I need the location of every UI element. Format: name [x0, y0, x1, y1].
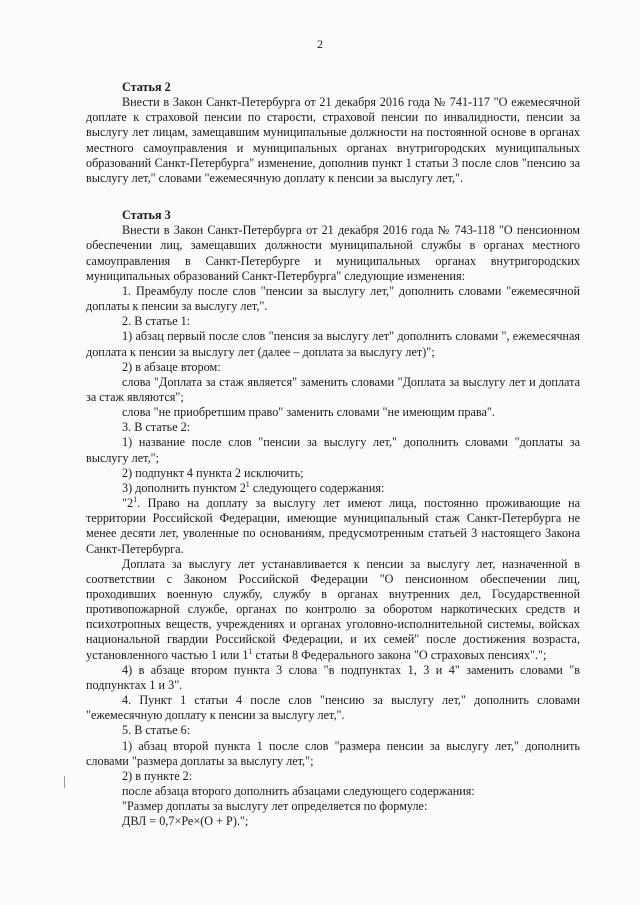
- new-point-body: . Право на доплату за выслугу лет имеют лица, постоянно проживающие на территории Российской Федерации, имеющие муниципальный стаж Санкт-Петербурга не менее десяти лет, уволенные по основаниям, предусмотренным статьей 3 настоящего Закона Санкт-Петербурга.: [86, 496, 580, 556]
- item-3: 3. В статье 2:: [122, 420, 191, 435]
- doplata-tail: статьи 8 Федерального закона "О страховых пенсиях".";: [252, 647, 547, 662]
- item-3-sub-3-tail: следующего содержания:: [249, 480, 385, 495]
- section-gap: [86, 186, 580, 208]
- formula: ДВЛ = 0,7×Ре×(О + Р).";: [122, 814, 249, 829]
- superscript: 1: [133, 495, 138, 505]
- item-2: 2. В статье 1:: [122, 314, 191, 329]
- item-1: 1. Преамбулу после слов "пенсии за выслугу лет," дополнить словами "ежемесячной доплаты к пенсии за выслугу лет,".: [86, 283, 580, 314]
- item-2-sub-2: 2) в абзаце втором:: [122, 359, 221, 374]
- superscript: 1: [248, 646, 253, 656]
- item-5: 5. В статье 6:: [122, 723, 191, 738]
- item-3-sub-1: 1) название после слов "пенсии за выслугу лет," дополнить словами "доплаты за выслугу лет,";: [86, 435, 580, 465]
- item-2-sub-2a: слова "Доплата за стаж является" заменить словами "Доплата за выслугу лет и доплата за стаж являются";: [86, 374, 580, 404]
- scan-mark: [64, 776, 65, 788]
- document-body: [86, 80, 580, 830]
- new-point-text: [86, 496, 580, 557]
- item-2-sub-2b: слова "не приобретшим право" заменить словами "не имеющим права".: [122, 405, 495, 420]
- article-2-text: Внести в Закон Санкт-Петербурга от 21 декабря 2016 года № 741-117 "О ежемесячной доплате к страховой пенсии по старости, страховой пенсии по инвалидности, пенсии за выслугу лет лицам, замещавшим муниципальные должности на постоянной основе в органах местного самоуправления и муниципальных органах внутригородских муниципальных образований Санкт-Петербурга" изменение, дополнив пункт 1 статьи 3 после слов "пенсию за выслугу лет," словами "ежемесячную доплату к пенсии за выслугу лет,".: [86, 95, 580, 185]
- item-5-sub-1: 1) абзац второй пункта 1 после слов "размера пенсии за выслугу лет," дополнить словами "размера доплаты за выслугу лет,";: [86, 738, 580, 768]
- item-2-sub-1: 1) абзац первый после слов "пенсия за выслугу лет" дополнить словами ", ежемесячная доплата к пенсии за выслугу лет (далее – доплата за выслугу лет)";: [86, 329, 580, 359]
- doplata-paragraph: [86, 557, 580, 663]
- new-point-number: "2: [122, 496, 134, 511]
- item-4: 4. Пункт 1 статьи 4 после слов "пенсию за выслугу лет," дополнить словами "ежемесячную доплату к пенсии за выслугу лет,".: [86, 693, 580, 723]
- item-3-sub-3-text: 3) дополнить пунктом 2: [122, 480, 246, 495]
- superscript: 1: [245, 479, 250, 489]
- item-5-sub-2b: "Размер доплаты за выслугу лет определяется по формуле:: [122, 799, 428, 814]
- page-number: 2: [317, 37, 323, 51]
- doplata-text: Доплата за выслугу лет устанавливается к пенсии за выслугу лет, назначенной в соответствии с Законом Российской Федерации "О пенсионном обеспечении лиц, проходивших военную службу, службу в органах внутренних дел, Государственной противопожарной службе, органах по контролю за оборотом наркотических средств и психотропных веществ, учреждениях и органах уголовно-исполнительной системы, войсках национальной гвардии Российской Федерации, и их семей" после достижения возраста, установленного частью 1 или 1: [86, 556, 580, 662]
- item-3-sub-4: 4) в абзаце втором пункта 3 слова "в подпунктах 1, 3 и 4" заменить словами "в подпунктах 1 и 3".: [86, 662, 580, 692]
- item-5-sub-2: 2) в пункте 2:: [122, 768, 193, 783]
- article-3-heading: Статья 3: [122, 208, 171, 223]
- item-3-sub-3: [86, 481, 580, 496]
- article-3-intro: Внести в Закон Санкт-Петербурга от 21 декабря 2016 года № 743-118 "О пенсионном обеспечении лиц, замещавших должности муниципальной службы в органах местного самоуправления в Санкт-Петербурге и муниципальных органах внутригородских муниципальных образований Санкт-Петербурга" следующие изменения:: [86, 223, 580, 283]
- item-5-sub-2a: после абзаца второго дополнить абзацами следующего содержания:: [122, 784, 475, 799]
- item-3-sub-2: 2) подпункт 4 пункта 2 исключить;: [122, 465, 304, 480]
- article-2-heading: Статья 2: [122, 80, 171, 94]
